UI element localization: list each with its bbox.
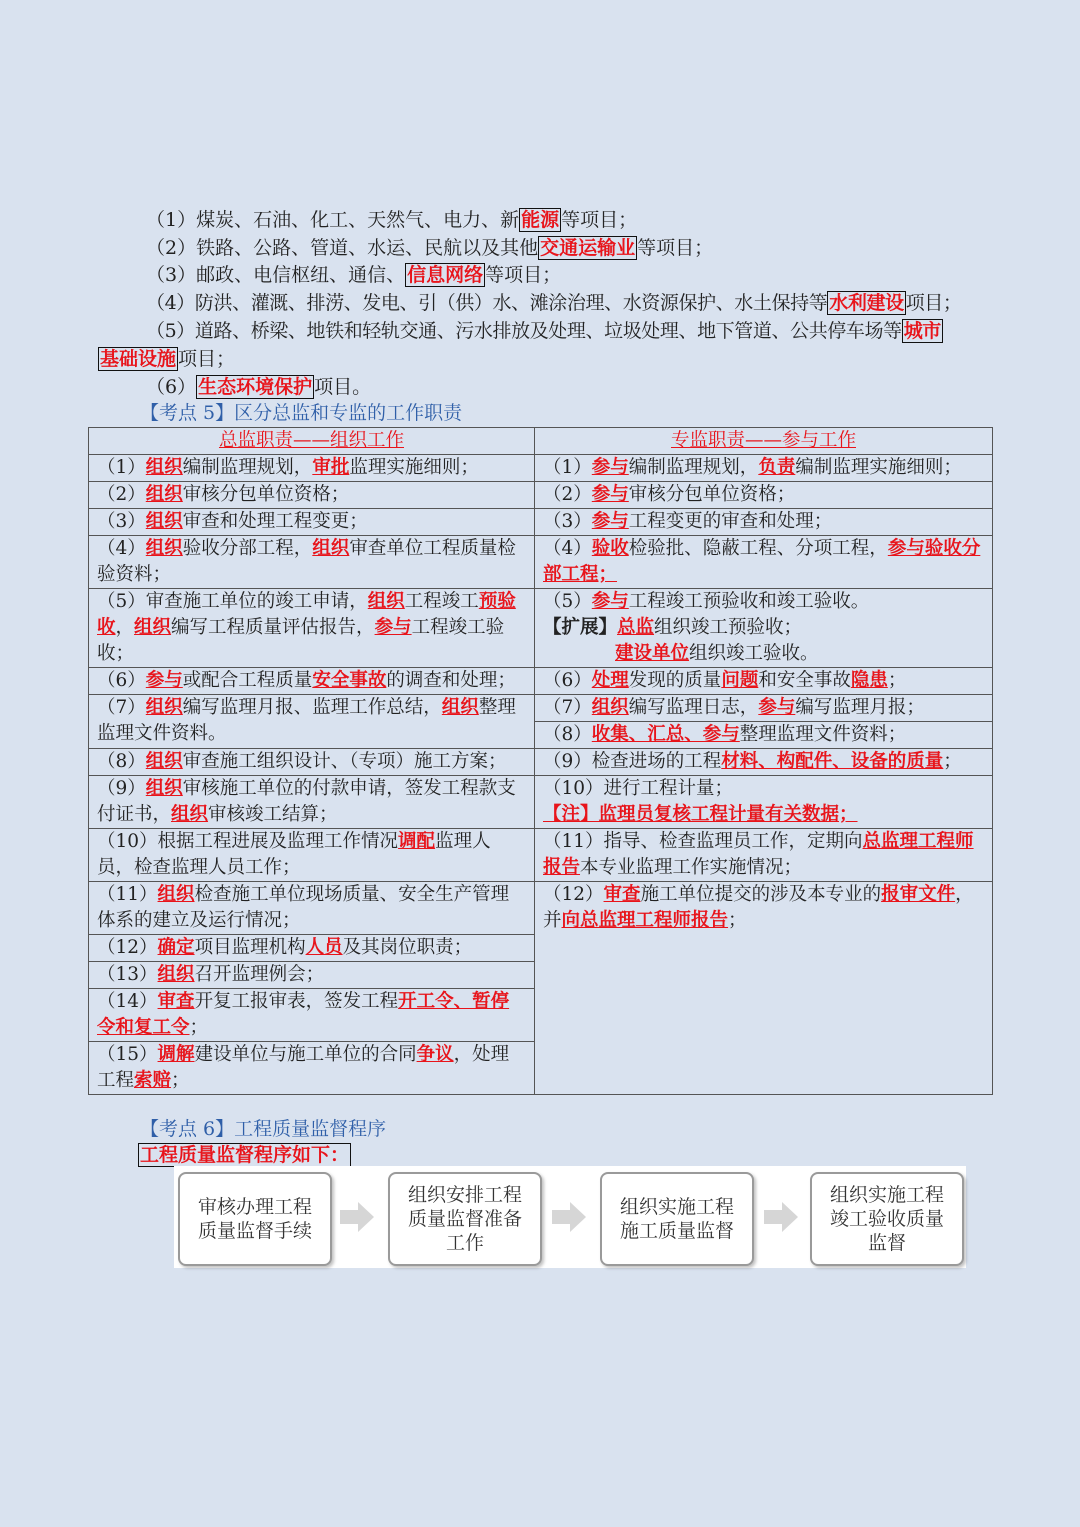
list-item-1 <box>146 207 637 233</box>
table-cell: （3）组织审查和处理工程变更； <box>89 509 535 536</box>
list-text: （6） <box>146 376 197 398</box>
table-cell: （12）确定项目监理机构人员及其岗位职责； <box>89 935 535 962</box>
keyword-box: 水利建设 <box>829 292 904 314</box>
table-cell: （13）组织召开监理例会； <box>89 962 535 989</box>
table-row <box>89 668 993 695</box>
table-row <box>89 536 993 589</box>
table-cell: （7）组织编写监理日志，参与编写监理月报； <box>535 695 993 722</box>
table-row <box>89 882 993 935</box>
table-cell: （6）处理发现的质量问题和安全事故隐患； <box>535 668 993 695</box>
table-cell: （11）组织检查施工单位现场质量、安全生产管理体系的建立及运行情况； <box>89 882 535 935</box>
table-header-row <box>89 428 993 455</box>
list-text: 等项目； <box>561 209 638 231</box>
table-cell: （4）组织验收分部工程，组织审查单位工程质量检验资料； <box>89 536 535 589</box>
list-text: 项目。 <box>314 376 372 398</box>
table-cell: （11）指导、检查监理员工作，定期向总监理工程师报告本专业监理工作实施情况； <box>535 829 993 882</box>
table-cell: （7）组织编写监理月报、监理工作总结，组织整理监理文件资料。 <box>89 695 535 749</box>
flow-step-2: 组织安排工程质量监督准备工作 <box>388 1172 542 1266</box>
keyword-box: 生态环境保护 <box>198 376 313 398</box>
list-text: 等项目； <box>485 264 562 286</box>
table-cell: （10）进行工程计量； 【注】监理员复核工程计量有关数据； <box>535 776 993 829</box>
table-cell: （6）参与或配合工程质量安全事故的调查和处理； <box>89 668 535 695</box>
table-cell: （4）验收检验批、隐蔽工程、分项工程，参与验收分部工程； <box>535 536 993 589</box>
table-cell: （14）审查开复工报审表，签发工程开工令、暂停令和复工令； <box>89 989 535 1042</box>
process-flow <box>174 1166 966 1268</box>
keyword-box: 基础设施 <box>100 348 177 370</box>
list-text: （4）防洪、灌溉、排涝、发电、引（供）水、滩涂治理、水资源保护、水土保持等 <box>146 292 828 314</box>
list-text: 项目； <box>905 292 962 314</box>
flow-title <box>138 1142 351 1168</box>
list-text: （1）煤炭、石油、化工、天然气、电力、新 <box>146 209 520 231</box>
list-item-5-cont <box>98 346 235 372</box>
table-cell: （3）参与工程变更的审查和处理； <box>535 509 993 536</box>
header-specialist-label: 专监职责——参与工作 <box>670 430 856 451</box>
arrow-right-icon <box>340 1202 374 1232</box>
table-cell: （10）根据工程进展及监理工作情况调配监理人员，检查监理人员工作； <box>89 829 535 882</box>
table-row <box>89 776 993 829</box>
list-text: 项目； <box>178 348 236 370</box>
table-cell: （5）参与工程竣工预验收和竣工验收。 【扩展】总监组织竣工预验收； 建设单位组织竣工验收。 <box>535 589 993 668</box>
list-item-6 <box>146 374 371 400</box>
list-item-2 <box>146 235 713 261</box>
table-row <box>89 695 993 722</box>
header-chief-label: 总监职责——组织工作 <box>218 430 404 451</box>
list-text: （5）道路、桥梁、地铁和轻轨交通、污水排放及处理、垃圾处理、地下管道、公共停车场等 <box>146 320 902 342</box>
table-row <box>89 589 993 668</box>
table-cell: （5）审查施工单位的竣工申请，组织工程竣工预验收，组织编写工程质量评估报告，参与工程竣工验收； <box>89 589 535 668</box>
list-text: 等项目； <box>637 237 714 259</box>
table-cell: （2）参与审核分包单位资格； <box>535 482 993 509</box>
table-cell: （1）组织编制监理规划，审批监理实施细则； <box>89 455 535 482</box>
keyword-box: 信息网络 <box>407 264 484 286</box>
duty-comparison-table <box>88 427 993 1095</box>
flow-step-4: 组织实施工程竣工验收质量监督 <box>810 1172 964 1266</box>
arrow-right-icon <box>552 1202 586 1232</box>
flow-step-1: 审核办理工程质量监督手续 <box>178 1172 332 1266</box>
header-chief <box>89 428 535 455</box>
table-cell: （9）检查进场的工程材料、构配件、设备的质量； <box>535 749 993 776</box>
table-row <box>89 455 993 482</box>
header-specialist <box>535 428 993 455</box>
section-heading-kd6: 【考点 6】工程质量监督程序 <box>140 1118 387 1140</box>
list-item-5 <box>146 318 943 344</box>
section-heading-kd5: 【考点 5】区分总监和专监的工作职责 <box>140 402 463 424</box>
table-cell: （15）调解建设单位与施工单位的合同争议，处理工程索赔； <box>89 1042 535 1095</box>
keyword-box: 城市 <box>903 320 941 342</box>
arrow-right-icon <box>764 1202 798 1232</box>
table-row <box>89 482 993 509</box>
flow-title-label: 工程质量监督程序如下： <box>140 1144 350 1166</box>
keyword-box: 交通运输业 <box>540 237 636 259</box>
list-item-3 <box>146 262 561 288</box>
flow-step-3: 组织实施工程施工质量监督 <box>600 1172 754 1266</box>
list-text: （2）铁路、公路、管道、水运、民航以及其他 <box>146 237 539 259</box>
table-cell: （9）组织审核施工单位的付款申请，签发工程款支付证书，组织审核竣工结算； <box>89 776 535 829</box>
keyword-box: 能源 <box>521 209 560 231</box>
table-row <box>89 829 993 882</box>
table-cell: （1）参与编制监理规划，负责编制监理实施细则； <box>535 455 993 482</box>
table-cell: （8）收集、汇总、参与整理监理文件资料； <box>535 722 993 749</box>
table-cell: （8）组织审查施工组织设计、（专项）施工方案； <box>89 749 535 776</box>
list-item-4 <box>146 290 962 316</box>
table-row <box>89 749 993 776</box>
list-text: （3）邮政、电信枢纽、通信、 <box>146 264 406 286</box>
table-row <box>89 509 993 536</box>
table-cell: （12）审查施工单位提交的涉及本专业的报审文件，并向总监理工程师报告； <box>535 882 993 1095</box>
table-cell: （2）组织审核分包单位资格； <box>89 482 535 509</box>
